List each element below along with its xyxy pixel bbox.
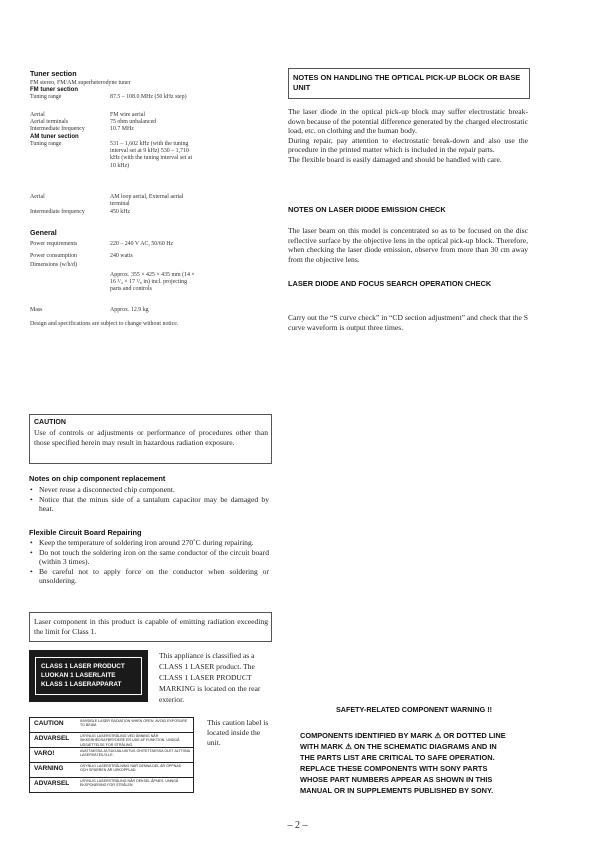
spec-label: Intermediate frequency (30, 209, 85, 215)
spec-label: Dimensions (w/h/d) (30, 262, 77, 268)
label-text: OSYNLIG LASERSTRÅLNING NÄR DENNA DEL ÄR ÖPPNAD OCH SPÄRREN ÄR URKOPPLAD. (80, 764, 182, 773)
optical-heading: NOTES ON HANDLING THE OPTICAL PICK-UP BLOCK OR BASE UNIT (293, 73, 521, 92)
fm-tuner-heading: FM tuner section (30, 87, 79, 93)
optical-body (288, 107, 528, 165)
emission-body (288, 226, 528, 264)
label-key: VARNING (34, 765, 64, 772)
optical-heading-box (288, 68, 530, 99)
list-item: • Be careful not to apply force on the conductor when soldering or unsoldering. (30, 566, 269, 586)
list-item: • Notice that the minus side of a tantalum capacitor may be damaged by heat. (30, 494, 269, 514)
spec-label: Mass (30, 307, 43, 313)
spec-label: Power requirements (30, 241, 78, 247)
label-text: USYNLIG LASERSTRÅLING NÅR DEKSEL ÅPNES. UNNGÅ EKSPONERING FOR STRÅLEN. (80, 779, 179, 788)
caution-label-table (29, 717, 194, 793)
specs-change-note: Design and specifications are subject to change without notice. (30, 321, 179, 327)
warning-line: MANUAL OR IN SUPPLEMENTS PUBLISHED BY SONY. (300, 786, 494, 795)
warning-line: WITH MARK ⚠ ON THE SCHEMATIC DIAGRAMS AND IN (300, 742, 497, 751)
spec-label: Intermediate frequency (30, 126, 85, 132)
caution-label-text: This caution label is located inside the unit. (207, 718, 269, 747)
warning-line: COMPONENTS IDENTIFIED BY MARK ⚠ OR DOTTED LINE (300, 731, 506, 740)
table-row (30, 732, 193, 747)
general-spec-table (30, 241, 270, 321)
paragraph: During repair, pay attention to electrostatic break-down and also use the procedure in the printed matter which is included in the repair parts. (288, 135, 528, 155)
table-row (30, 762, 193, 777)
label-text: USYNLIG LASERSTRÅLING VED ÅBNING NÅR SIKKERHEDSAFBRYDERE ER UDE AF FUNKTION. UNDGÅ UDSÆTTELSE FOR STRÅLING. (80, 734, 180, 747)
spec-value: AM loop aerial, External aerial terminal (110, 194, 184, 208)
focus-body (288, 313, 528, 332)
spec-value: 220 – 240 V AC, 50/60 Hz (110, 241, 174, 247)
label-line: CLASS 1 LASER PRODUCT (41, 663, 125, 670)
chip-heading: Notes on chip component replacement (29, 474, 166, 483)
spec-value: 75 ohm unbalanced (110, 119, 157, 125)
warning-line: THE PARTS LIST ARE CRITICAL TO SAFE OPERATION. (300, 753, 495, 762)
paragraph: The flexible board is easily damaged and should be handled with care. (288, 154, 502, 164)
label-line: LUOKAN 1 LASERLAITE (41, 672, 116, 680)
spec-value: FM wire aerial (110, 112, 146, 118)
label-text: INVISIBLE LASER RADIATION WHEN OPEN. AVOID EXPOSURE TO BEAM. (80, 719, 188, 728)
list-item: • Never reuse a disconnected chip component. (30, 485, 175, 494)
caution-text: Use of controls or adjustments or performance of procedures other than those specified herein may result in hazardous radiation exposure. (34, 428, 268, 447)
table-row (30, 718, 193, 732)
spec-label: Tuning range (30, 94, 62, 100)
table-row (30, 777, 193, 792)
am-tuner-heading: AM tuner section (30, 134, 79, 140)
label-key: CAUTION (34, 720, 64, 727)
table-row (30, 747, 193, 762)
spec-label: Tuning range (30, 141, 62, 147)
general-heading: General (30, 228, 57, 237)
caution-box (29, 414, 272, 464)
spec-value: Approx. 12.9 kg (110, 307, 149, 313)
label-key: ADVARSEL (34, 735, 70, 742)
class1-laser-label (29, 650, 148, 702)
chip-list (29, 485, 269, 514)
focus-heading: LASER DIODE AND FOCUS SEARCH OPERATION CHECK (288, 279, 492, 288)
paragraph: Carry out the “S curve check” in “CD section adjustment” and check that the S curve waveform is output three times. (288, 313, 528, 332)
safety-heading: SAFETY-RELATED COMPONENT WARNING !! (336, 705, 492, 714)
spec-value: 87.5 – 108.0 MHz (50 kHz step) (110, 94, 187, 100)
list-item: • Do not touch the soldering iron on the same conductor of the circuit board (within 3 times). (30, 547, 269, 567)
label-line: KLASS 1 LASERAPPARAT (41, 681, 122, 689)
label-key: ADVARSEL (34, 780, 70, 787)
list-item: • Keep the temperature of soldering iron around 270˚C during repairing. (30, 538, 254, 547)
spec-value: Approx. 355 × 425 × 435 mm (14 × 16 ³/₄ × 17 ¹/₈ in) incl. projecting parts and controls (110, 272, 195, 293)
tuner-intro: FM stereo, FM/AM superheterodyne tuner (30, 80, 131, 86)
spec-label: Aerial terminals (30, 119, 69, 125)
laser-note-text: Laser component in this product is capable of emitting radiation exceeding the limit for Class 1. (34, 617, 268, 636)
am-spec-table (30, 141, 260, 231)
spec-label: Aerial (30, 194, 45, 200)
spec-value: 531 – 1,602 kHz (with the tuning interval set at 9 kHz) 530 – 1,710 kHz (with the tuning interval set at 10 kHz) (110, 141, 193, 169)
warning-line: REPLACE THESE COMPONENTS WITH SONY PARTS (300, 764, 488, 773)
label-text: AVATTAESSA JA SUOJALUKITUS OHITETTAESSA OLET ALTTIINA LASERSÄTEILYLLE. (80, 749, 190, 758)
emission-heading: NOTES ON LASER DIODE EMISSION CHECK (288, 205, 446, 214)
page-number: – 2 – (287, 820, 308, 831)
spec-value: 10.7 MHz (110, 126, 134, 132)
spec-label: Power consumption (30, 253, 77, 259)
paragraph: The laser beam on this model is concentrated so as to be focused on the disc reflective surface by the objective lens in the optical pick-up block. Therefore, when checking the laser diode emission, observe from more than 30 cm away from the objective lens. (288, 226, 528, 264)
safety-text (300, 730, 528, 796)
spec-value: 450 kHz (110, 209, 131, 215)
laser-note-box (29, 612, 272, 642)
warning-line: WHOSE PART NUMBERS APPEAR AS SHOWN IN THIS (300, 775, 493, 784)
tuner-heading: Tuner section (30, 69, 77, 78)
flex-list (29, 538, 269, 586)
caution-heading: CAUTION (34, 419, 66, 426)
spec-label: Aerial (30, 112, 45, 118)
label-key: VARO! (34, 750, 55, 757)
paragraph: The laser diode in the optical pick-up block may suffer electrostatic break-down because of the potential difference generated by the charged electrostatic load, etc. on clothing and the human body. (288, 107, 528, 136)
flex-heading: Flexible Circuit Board Repairing (29, 528, 142, 537)
spec-value: 240 watts (110, 253, 133, 259)
class1-text: This appliance is classified as a CLASS 1 LASER product. The CLASS 1 LASER PRODUCT MARKING is located on the rear exterior. (159, 651, 261, 704)
